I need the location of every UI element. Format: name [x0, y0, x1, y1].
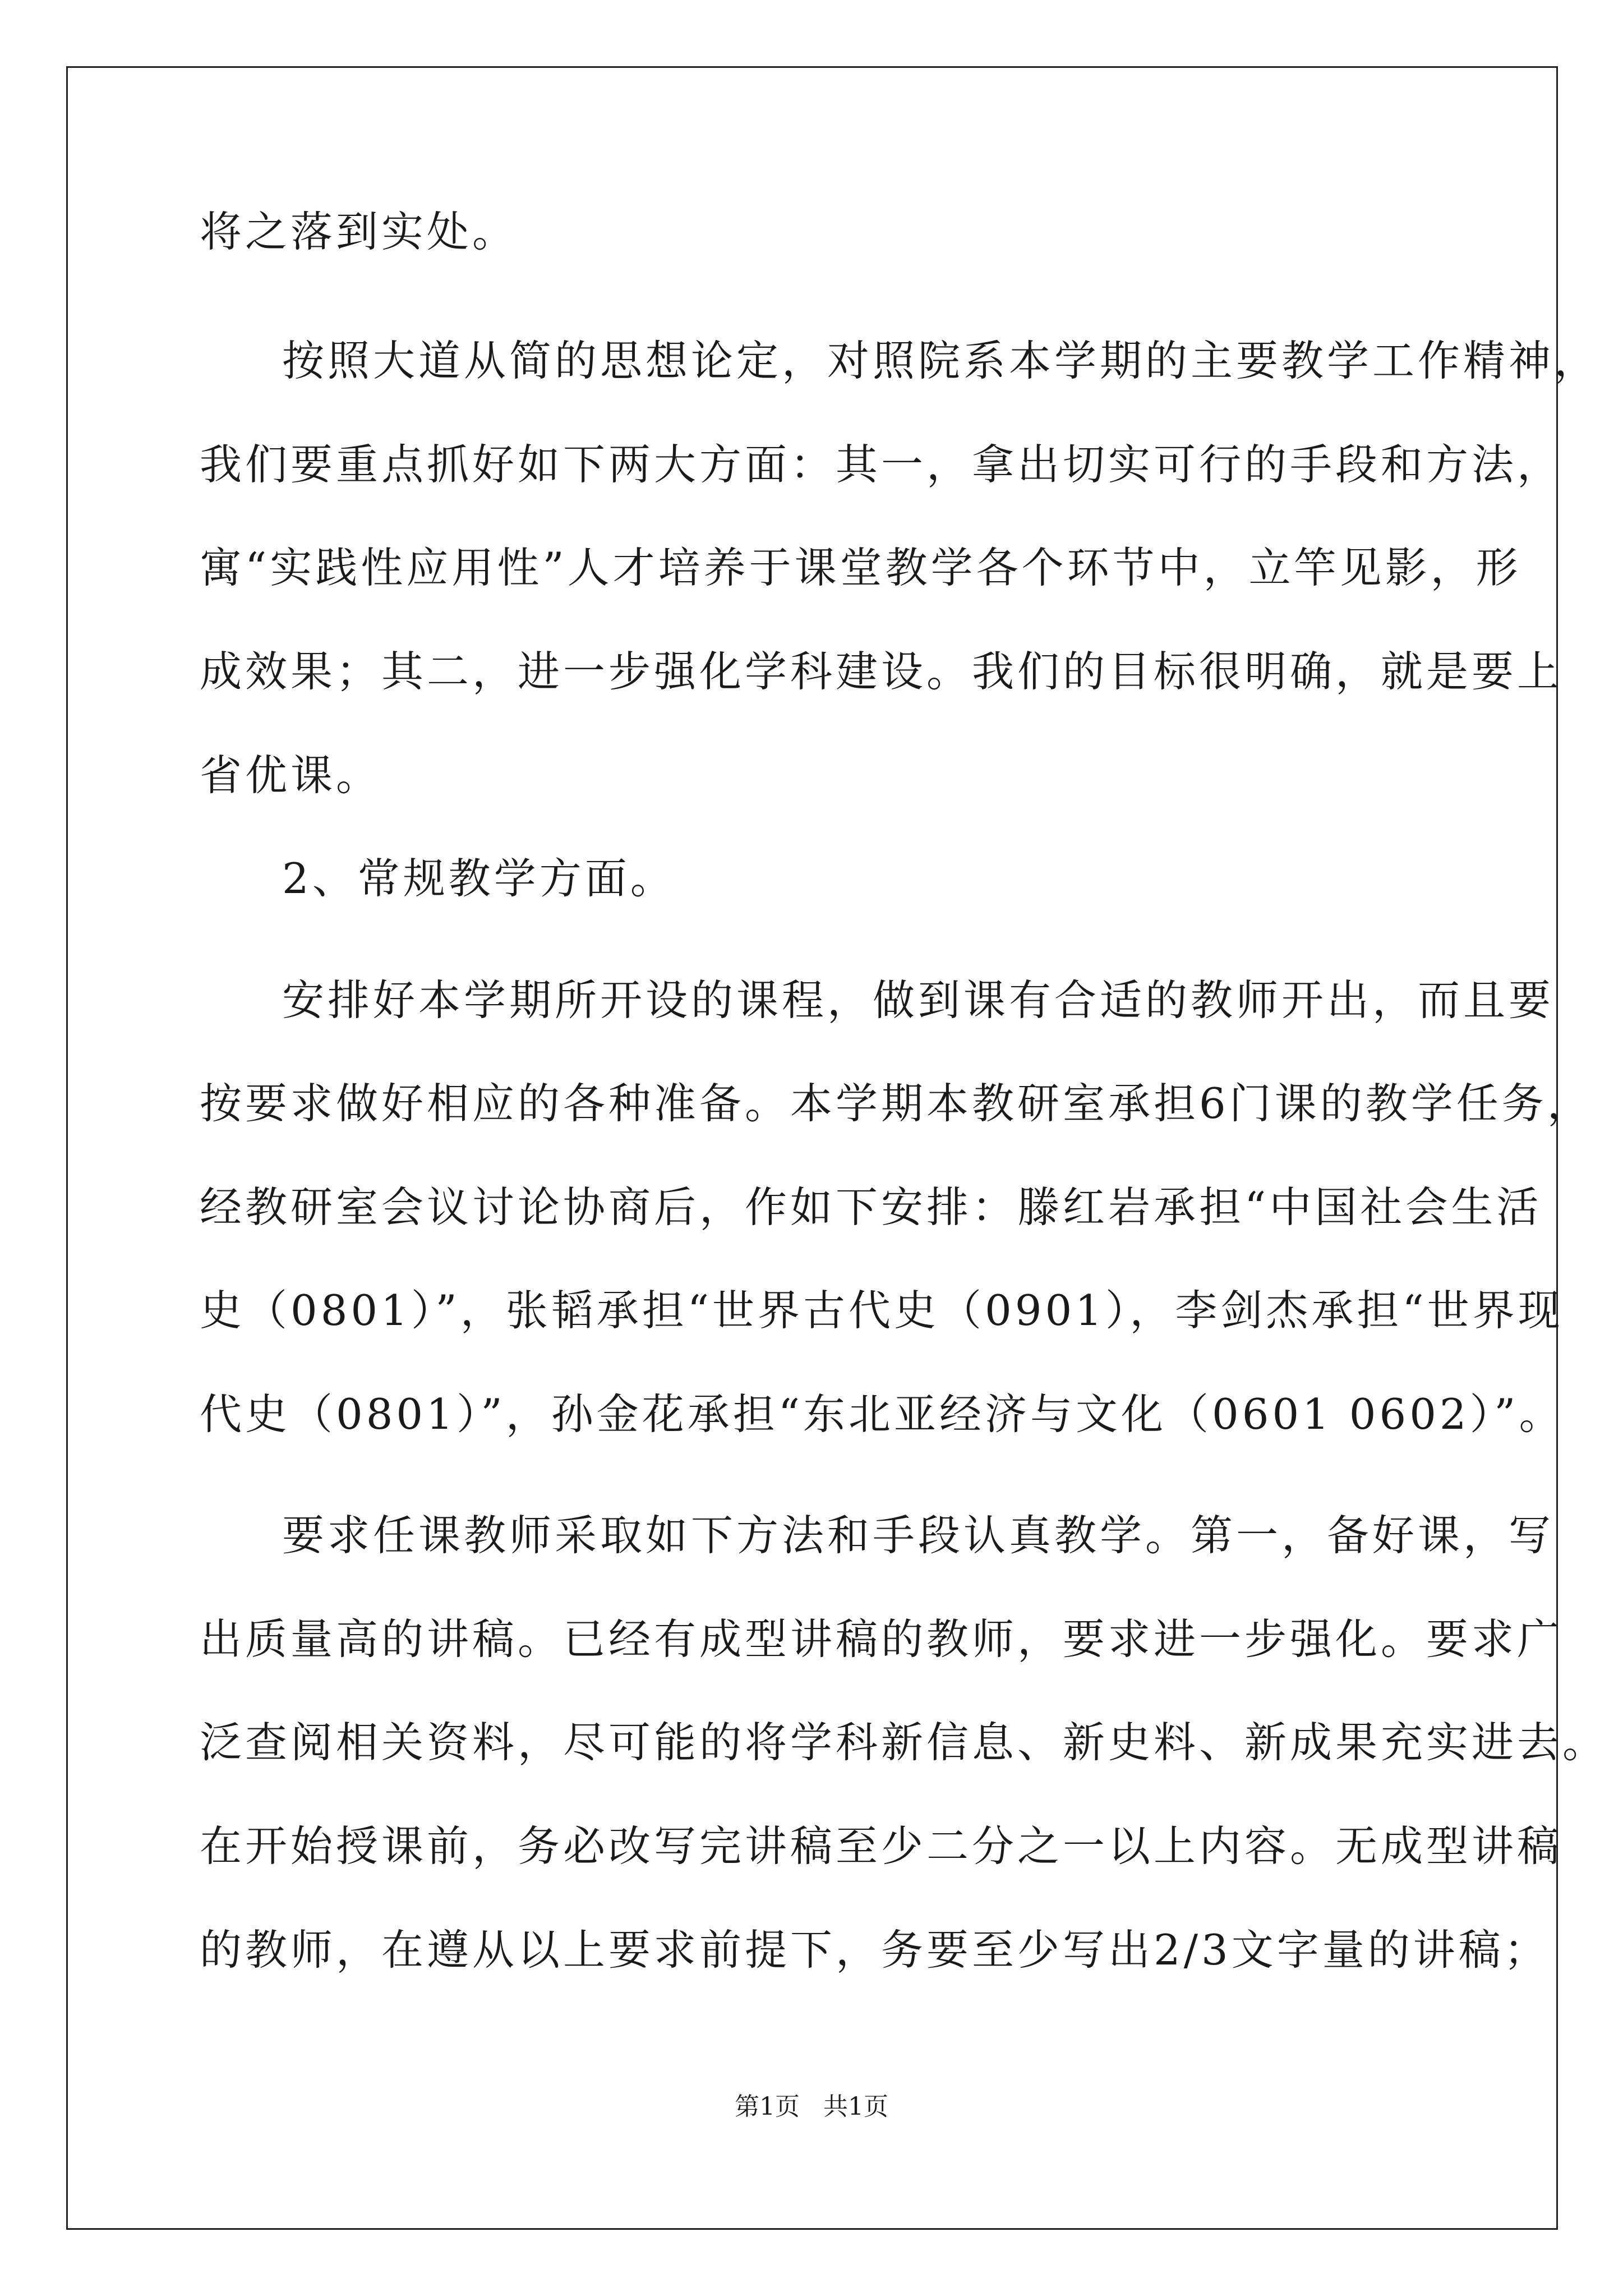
text-line: 按要求做好相应的各种准备。本学期本教研室承担6门课的教学任务， — [200, 1079, 1593, 1128]
text-line: 在开始授课前，务必改写完讲稿至少二分之一以上内容。无成型讲稿 — [200, 1821, 1563, 1871]
text-line: 寓“实践性应用性”人才培养于课堂教学各个环节中，立竿见影，形 — [200, 543, 1521, 592]
text-line: 代史（0801）”，孙金花承担“东北亚经济与文化（0601 0602）”。 — [200, 1389, 1565, 1439]
text-line: 省优课。 — [200, 751, 382, 800]
page-border — [66, 66, 1558, 2230]
paragraph-line: 按照大道从简的思想论定，对照院系本学期的主要教学工作精神， — [282, 336, 1600, 385]
page-number-footer: 第1页 共1页 — [735, 2092, 888, 2121]
text-line: 的教师，在遵从以上要求前提下，务要至少写出2/3文字量的讲稿； — [200, 1925, 1550, 1975]
paragraph-line: 安排好本学期所开设的课程，做到课有合适的教师开出，而且要 — [282, 976, 1555, 1025]
section-heading: 2、常规教学方面。 — [282, 854, 676, 903]
text-line: 我们要重点抓好如下两大方面：其一，拿出切实可行的手段和方法， — [200, 440, 1563, 489]
text-line: 成效果；其二，进一步强化学科建设。我们的目标很明确，就是要上 — [200, 647, 1563, 696]
text-line: 史（0801）”，张韬承担“世界古代史（0901），李剑杰承担“世界现 — [200, 1286, 1564, 1335]
text-line: 出质量高的讲稿。已经有成型讲稿的教师，要求进一步强化。要求广 — [200, 1614, 1563, 1664]
text-line: 将之落到实处。 — [200, 207, 518, 256]
text-line: 经教研室会议讨论协商后，作如下安排：滕红岩承担“中国社会生活 — [200, 1182, 1542, 1232]
text-line: 泛查阅相关资料，尽可能的将学科新信息、新史料、新成果充实进去。 — [200, 1718, 1608, 1767]
paragraph-line: 要求任课教师采取如下方法和手段认真教学。第一，备好课，写 — [282, 1511, 1555, 1560]
